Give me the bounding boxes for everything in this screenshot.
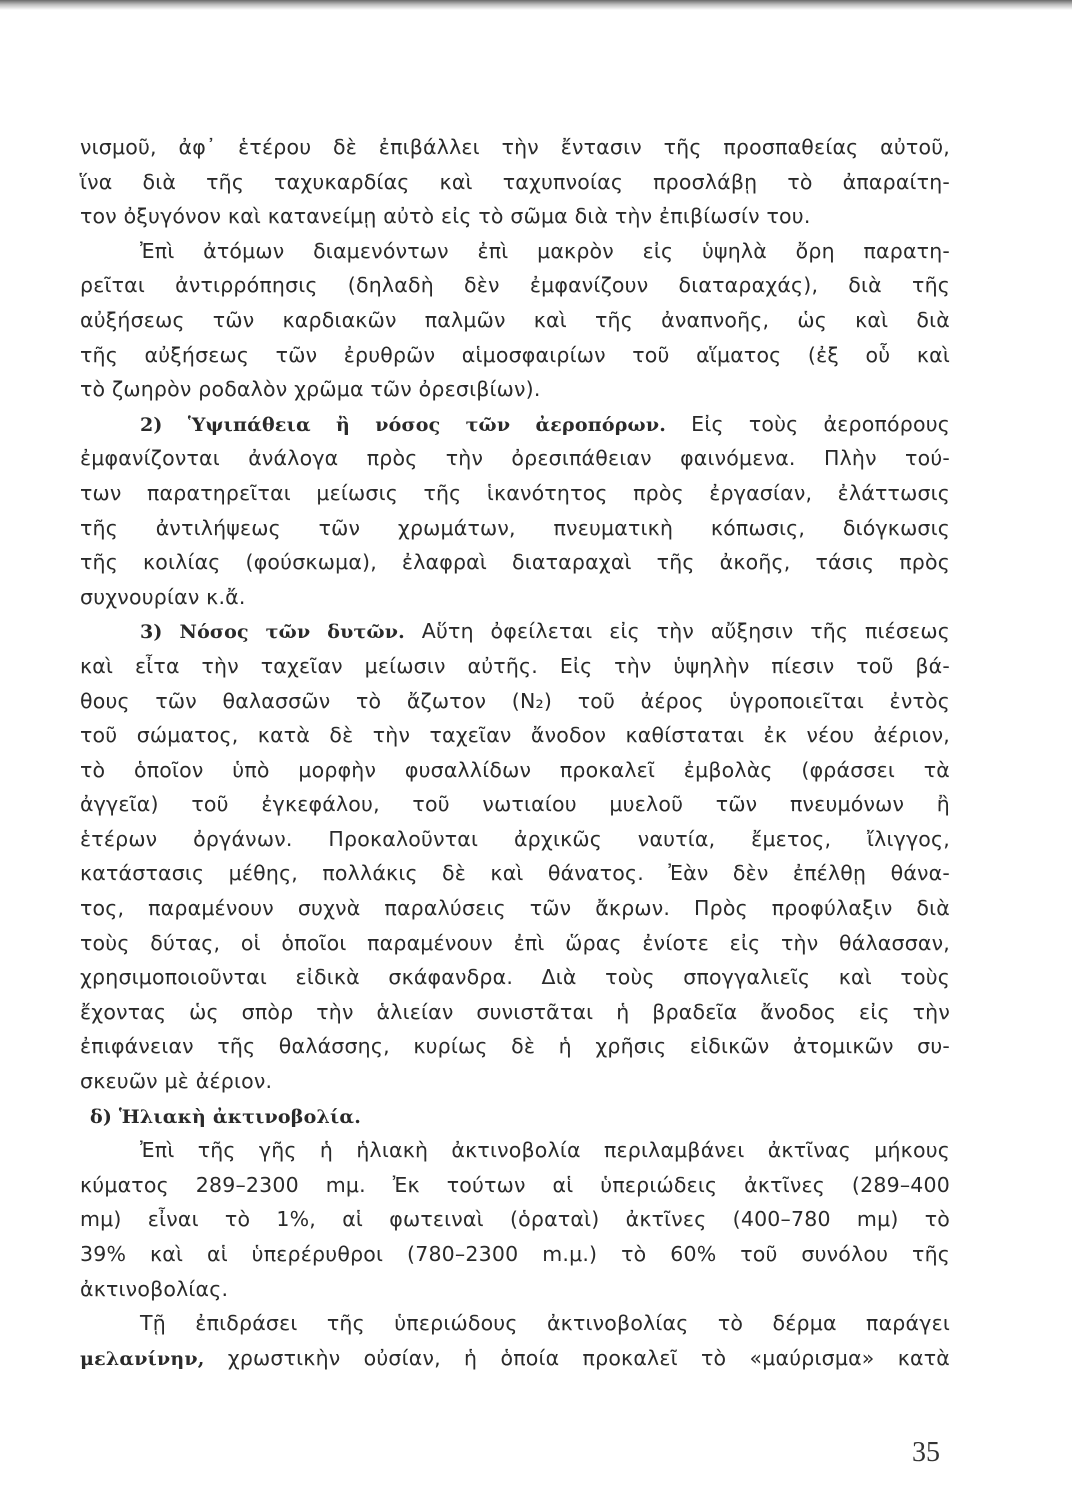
text-line: τὸ ζωηρὸν ροδαλὸν χρῶμα τῶν ὀρεσιβίων). [80, 377, 541, 402]
text-line: τὸ ὁποῖον ὑπὸ μορφὴν φυσαλλίδων προκαλεῖ ἐμβολὰς (φράσσει τὰ [80, 757, 950, 782]
text-line: τῆς ἀντιλήψεως τῶν χρωμάτων, πνευματικὴ κόπωσις, διόγκωσις [80, 515, 950, 540]
text-line: 39% καὶ αἱ ὑπερέρυθροι (780–2300 m.μ.) τὸ 60% τοῦ συνόλου τῆς [80, 1242, 950, 1266]
text-line: χρησιμοποιοῦνται εἰδικὰ σκάφανδρα. Διὰ τοὺς σπογγαλιεῖς καὶ τοὺς [80, 965, 950, 990]
text-line: σκευῶν μὲ ἀέριον. [80, 1069, 273, 1094]
text-line: ρεῖται ἀντιρρόπησις (δηλαδὴ δὲν ἐμφανίζουν διαταραχάς), διὰ τῆς [80, 273, 950, 298]
item-2-heading: 2) Ὑψιπάθεια ἢ νόσος τῶν ἀεροπόρων. [140, 413, 667, 436]
text-line: Τῇ ἐπιδράσει τῆς ὑπεριώδους ἀκτινοβολίας τὸ δέρμα παράγει [140, 1311, 950, 1336]
section-heading [80, 1099, 950, 1134]
text-line: κύματος 289–2300 mμ. Ἐκ τούτων αἱ ὑπεριώδεις ἀκτῖνες (289–400 [80, 1172, 950, 1197]
text-line: θους τῶν θαλασσῶν τὸ ἄζωτον (N₂) τοῦ ἀέρος ὑγροποιεῖται ἐντὸς [80, 688, 950, 713]
text-line: τον ὀξυγόνον καὶ κατανείμῃ αὐτὸ εἰς τὸ σῶμα διὰ τὴν ἐπιβίωσίν του. [80, 204, 811, 229]
item-3-first-line [80, 614, 950, 649]
page-number: 35 [912, 1437, 940, 1468]
text-line: κατάστασις μέθης, πολλάκις δὲ καὶ θάνατος. Ἐὰν δὲν ἐπέλθῃ θάνα- [80, 861, 950, 886]
text-line: ἑτέρων ὀργάνων. Προκαλοῦνται ἀρχικῶς ναυτία, ἔμετος, ἴλιγγος, [80, 826, 950, 851]
text-line: καὶ εἶτα τὴν ταχεῖαν μείωσιν αὐτῆς. Εἰς τὴν ὑψηλὴν πίεσιν τοῦ βά- [80, 653, 950, 678]
item-3-text: Αὕτη ὀφείλεται εἰς τὴν αὔξησιν τῆς πιέσεως [404, 619, 950, 644]
text-line: ἔχοντας ὡς σπὸρ τὴν ἁλιείαν συνιστᾶται ἡ βραδεῖα ἄνοδος εἰς τὴν [80, 999, 950, 1024]
text-line: τοῦ σώματος, κατὰ δὲ τὴν ταχεῖαν ἄνοδον καθίσταται ἐκ νέου ἀέριον, [80, 723, 950, 748]
section-d-heading: δ) Ἡλιακὴ ἀκτινοβολία. [90, 1105, 362, 1128]
item-2-text: Εἰς τοὺς ἀεροπόρους [666, 411, 950, 436]
text-line: ἐπιφάνειαν τῆς θαλάσσης, κυρίως δὲ ἡ χρῆσις εἰδικῶν ἀτομικῶν συ- [80, 1034, 950, 1059]
text-line: ἵνα διὰ τῆς ταχυκαρδίας καὶ ταχυπνοίας προσλάβῃ τὸ ἀπαραίτη- [80, 169, 950, 194]
text-line: ἀγγεῖα) τοῦ ἐγκεφάλου, τοῦ νωτιαίου μυελοῦ τῶν πνευμόνων ἢ [80, 792, 950, 817]
text-line: ἀκτινοβολίας. [80, 1276, 229, 1301]
text-line [80, 1341, 950, 1376]
body-text [80, 130, 950, 1375]
text-line: Ἐπὶ ἀτόμων διαμενόντων ἐπὶ μακρὸν εἰς ὑψηλὰ ὄρη παρατη- [140, 238, 950, 263]
item-3-heading: 3) Νόσος τῶν δυτῶν. [140, 621, 405, 644]
text-line: Ἐπὶ τῆς γῆς ἡ ἡλιακὴ ἀκτινοβολία περιλαμβάνει ἀκτῖνας μήκους [140, 1138, 950, 1163]
text-line: τος, παραμένουν συχνὰ παραλύσεις τῶν ἄκρων. Πρὸς προφύλαξιν διὰ [80, 896, 950, 921]
text-line: συχνουρίαν κ.ἄ. [80, 584, 246, 609]
text-line: αὐξήσεως τῶν καρδιακῶν παλμῶν καὶ τῆς ἀναπνοῆς, ὡς καὶ διὰ [80, 307, 950, 332]
text-line: τοὺς δύτας, οἱ ὁποῖοι παραμένουν ἐπὶ ὥρας ἐνίοτε εἰς τὴν θάλασσαν, [80, 930, 950, 955]
melanin-term: μελανίνην, [80, 1347, 205, 1370]
text-line: των παρατηρεῖται μείωσις τῆς ἱκανότητος πρὸς ἐργασίαν, ἐλάττωσις [80, 480, 950, 505]
text-line: ἐμφανίζονται ἀνάλογα πρὸς τὴν ὀρεσιπάθειαν φαινόμενα. Πλὴν τού- [80, 446, 950, 471]
item-2-first-line [80, 407, 950, 442]
text-span: χρωστικὴν οὐσίαν, ἡ ὁποία προκαλεῖ τὸ «μαύρισμα» κατὰ [204, 1345, 950, 1370]
text-line: mμ) εἶναι τὸ 1%, αἱ φωτειναὶ (ὁραταὶ) ἀκτῖνες (400–780 mμ) τὸ [80, 1207, 950, 1232]
text-line: τῆς κοιλίας (φούσκωμα), ἐλαφραὶ διαταραχαὶ τῆς ἀκοῆς, τάσις πρὸς [80, 550, 950, 575]
text-line: τῆς αὐξήσεως τῶν ἐρυθρῶν αἱμοσφαιρίων τοῦ αἵματος (ἐξ οὗ καὶ [80, 342, 950, 367]
text-line: νισμοῦ, ἀφ᾽ ἑτέρου δὲ ἐπιβάλλει τὴν ἔντασιν τῆς προσπαθείας αὐτοῦ, [80, 135, 950, 159]
